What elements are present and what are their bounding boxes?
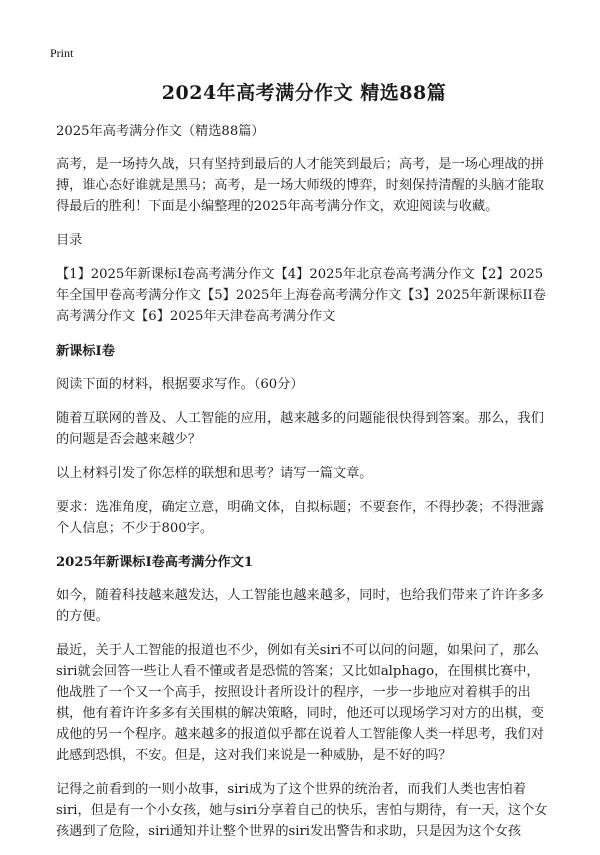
essay-heading: 2025年新课标I卷高考满分作文1 xyxy=(56,555,254,570)
article xyxy=(56,78,552,855)
section-heading: 新课标I卷 xyxy=(56,344,115,359)
prompt-material: 随着互联网的普及、人工智能的应用，越来越多的问题能很快得到答案。那么，我们的问题是否会越来越少？ xyxy=(56,411,544,447)
essay-paragraph-2: 最近，关于人工智能的报道也不少，例如有关siri不可以问的问题，如果问了，那么siri就会回答一些让人看不懂或者是恐慌的答案；又比如alphago，在围棋比赛中，他战胜了一个又一个高手，按照设计者所设计的程序，一步一步地应对着棋手的出棋，他有着许许多多有关围棋的解决策略，同时，他还可以现场学习对方的出棋，变成他的另一个程序。越来越多的报道似乎都在说着人工智能像人类一样思考，我们对此感到恐惧，不安。但是，这对我们来说是一种威胁，是不好的吗？ xyxy=(56,643,544,763)
article-subtitle: 2025年高考满分作文（精选88篇） xyxy=(56,124,265,139)
prompt-requirements: 要求：选准角度，确定立意，明确文体，自拟标题；不要套作，不得抄袭；不得泄露个人信息；不少于800字。 xyxy=(56,500,544,536)
toc-label: 目录 xyxy=(56,233,83,248)
article-title: 2024年高考满分作文 精选88篇 xyxy=(161,82,447,104)
prompt-question: 以上材料引发了你怎样的联想和思考？请写一篇文章。 xyxy=(56,466,373,481)
prompt-instruction: 阅读下面的材料，根据要求写作。（60分） xyxy=(56,377,304,392)
toc-links[interactable]: 【1】2025年新课标I卷高考满分作文【4】2025年北京卷高考满分作文【2】2025年全国甲卷高考满分作文【5】2025年上海卷高考满分作文【3】2025年新课标II卷高考满分作文【6】2025年天津卷高考满分作文 xyxy=(56,267,546,324)
essay-paragraph-1: 如今，随着科技越来越发达，人工智能也越来越多，同时，也给我们带来了许许多多的方便。 xyxy=(56,588,544,624)
intro-paragraph: 高考，是一场持久战，只有坚持到最后的人才能笑到最后；高考，是一场心理战的拼搏，谁心态好谁就是黑马；高考，是一场大师级的博弈，时刻保持清醒的头脑才能取得最后的胜利！下面是小编整理的2025年高考满分作文，欢迎阅读与收藏。 xyxy=(56,157,544,214)
print-link[interactable]: Print xyxy=(50,46,74,60)
essay-paragraph-3: 记得之前看到的一则小故事，siri成为了这个世界的统治者，而我们人类也害怕着siri，但是有一个小女孩，她与siri分享着自己的快乐，害怕与期待，有一天，这个女孩遇到了危险，siri通知并让整个世界的siri发出警告和求助，只是因为这个女孩 xyxy=(56,782,548,839)
